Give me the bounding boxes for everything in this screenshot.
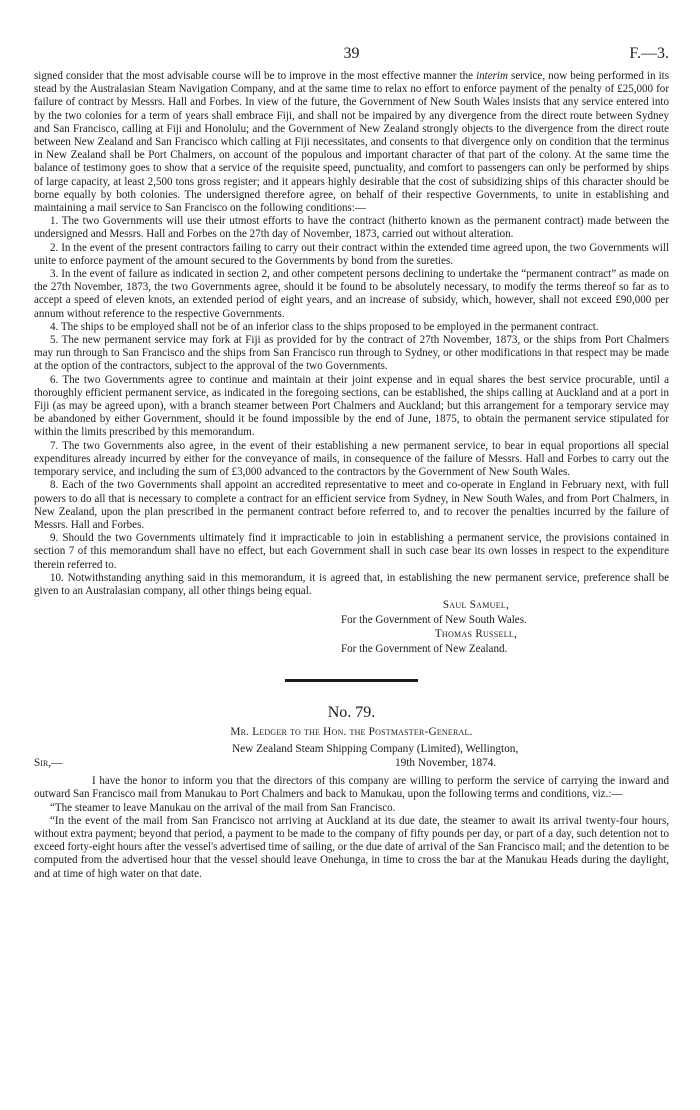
signature-block bbox=[341, 598, 669, 656]
signatory-role-nz: For the Government of New Zealand. bbox=[341, 642, 508, 655]
letter-heading bbox=[34, 742, 669, 772]
intro-italic-word: interim bbox=[476, 70, 508, 82]
letter-salutation: Sir,— bbox=[34, 757, 63, 770]
clause-1: 1. The two Governments will use their utmost efforts to have the contract (hitherto known as the permanent contract) made between the undersigned and Messrs. Hall and Forbes on the 27th day of November, 1873, carried out without alteration. bbox=[34, 215, 669, 241]
signatory-role-nsw: For the Government of New South Wales. bbox=[341, 613, 527, 626]
letter-body bbox=[34, 775, 669, 881]
letter-quote-1: “The steamer to leave Manukau on the arrival of the mail from San Francisco. bbox=[50, 801, 396, 814]
memorandum-intro bbox=[34, 70, 669, 215]
memorandum-body bbox=[34, 70, 669, 598]
letter-address: New Zealand Steam Shipping Company (Limited), Wellington, bbox=[232, 743, 519, 756]
clause-3: 3. In the event of failure as indicated in section 2, and other competent persons declining to undertake the “permanent contract” as made on the 27th November, 1873, the two Governments agree, should it be found to be absolutely necessary, to modify the terms thereof so far as to accept a speed of eleven knots, an extended period of eight years, and an increase of subsidy, which, however, shall not exceed £90,000 per annum without reference to the respective Governments. bbox=[34, 268, 669, 320]
page-number: 39 bbox=[343, 45, 360, 62]
intro-text-end: service, now being performed in its stead by the Australasian Steam Navigation Company, and at the same time to relax no effort to enforce payment of the penalty of £25,000 for failure of contract by Messrs. Hall and Forbes. In view of the future, the Government of New South Wales insists that any service entered into by the two colonies for a term of years shall embrace Fiji, and shall not be impaired by any divergence from the direct route between Sydney and San Francisco, calling at Fiji and Honolulu; and the Government of New Zealand strongly objects to the divergence from the direct route between New Zealand and San Francisco which calling at Fiji necessitates, and consents to that divergence only on condition that the terminus in New Zealand shall be Port Chalmers, on account of the populous and important character of that part of the colony. At the same time the balance of testimony goes to show that a service of the requisite speed, punctuality, and comfort to passengers can only be performed by ships of large capacity, at least 2,500 tons gross register; and it appears highly desirable that the cost of subsidizing ships of this character should be borne equally by both colonies. The undersigned therefore agree, on behalf of their respective Governments, to unite in establishing and maintaining a mail service to San Francisco on the following conditions:— bbox=[34, 70, 670, 215]
document-page bbox=[34, 0, 669, 1110]
clause-6: 6. The two Governments agree to continue and maintain at their joint expense and in equal shares the best service procurable, until a thoroughly efficient permanent service, as indicated in the foregoing sections, can be established, the ships calling at Auckland and at a port in Fiji (as may be agreed upon), with a branch steamer between Port Chalmers and Auckland; but this arrangement for a temporary service may be abandoned by either Government, should it be found impossible by the end of June, 1875, to obtain the permanent service stipulated for within the limits prescribed by this memorandum. bbox=[34, 373, 669, 439]
clause-4: 4. The ships to be employed shall not be of an inferior class to the ships proposed to be employed in the permanent contract. bbox=[50, 320, 599, 333]
letter-title: Mr. Ledger to the Hon. the Postmaster-General. bbox=[230, 726, 473, 739]
clause-9: 9. Should the two Governments ultimately find it impracticable to join in establishing a permanent service, the provisions contained in section 7 of this memorandum shall have no effect, but each Government shall in such case bear its own losses in respect to the expenditure therein referred to. bbox=[34, 532, 669, 571]
section-code: F.—3. bbox=[629, 45, 669, 62]
signatory-name-nz: Thomas Russell, bbox=[434, 628, 518, 641]
intro-text-start: signed consider that the most advisable course will be to improve in the most effective manner the bbox=[34, 70, 477, 82]
clause-7: 7. The two Governments also agree, in the event of their establishing a new permanent service, to bear in equal proportions all special expenditures already incurred by either for the conveyance of mails, in consequence of the failure of Messrs. Hall and Forbes to carry out the temporary service, and including the sum of £3,000 advanced to the contractors by the Government of New South Wales. bbox=[34, 439, 669, 479]
clause-8: 8. Each of the two Governments shall appoint an accredited representative to meet and co-operate in England in February next, with full powers to do all that is necessary to complete a contract for an efficient service from Sydney, in New South Wales, and from Port Chalmers, in New Zealand, upon the plan prescribed in the permanent contract before referred to, and to recover the penalties incurred by the failure of Messrs. Hall and Forbes. bbox=[34, 479, 669, 531]
clause-2: 2. In the event of the present contractors failing to carry out their contract within the extended time agreed upon, the two Governments will unite to enforce payment of the amount secured to the Governments by bond from the sureties. bbox=[34, 241, 669, 267]
clause-5: 5. The new permanent service may fork at Fiji as provided for by the contract of 27th November, 1873, or the ships from Port Chalmers may run through to San Francisco and the ships from San Francisco run through to Sydney, or other modifications in that respect may be made at the option of the contractors, subject to the approval of the two Governments. bbox=[34, 334, 669, 373]
page-header bbox=[34, 0, 669, 70]
section-divider bbox=[285, 679, 418, 682]
letter-quote-2: “In the event of the mail from San Francisco not arriving at Auckland at its due date, the steamer to await its arrival twenty-four hours, without extra payment; beyond that period, a payment to be made to the company of fifty pounds per day, or part of a day, such detention not to exceed forty-eight hours after the vessel's advertised time of sailing, or the due date of arrival of the San Francisco mail; and the detention to be computed from the advertised hour that the vessel should leave Onehunga, in time to cross the bar at the Manukau Heads during the daylight, and at time of high water on that date. bbox=[34, 814, 669, 880]
clause-10: 10. Notwithstanding anything said in this memorandum, it is agreed that, in establishing the new permanent service, preference shall be given to an Australasian company, all other things being equal. bbox=[34, 571, 669, 597]
letter-date: 19th November, 1874. bbox=[395, 757, 497, 770]
document-number: No. 79. bbox=[327, 704, 376, 722]
signatory-name-nsw: Saul Samuel, bbox=[442, 599, 510, 612]
letter-paragraph: I have the honor to inform you that the directors of this company are willing to perform the service of carrying the inward and outward San Francisco mail from Manukau to Port Chalmers and back to Manukau, upon the following terms and conditions, viz.:— bbox=[34, 775, 669, 801]
